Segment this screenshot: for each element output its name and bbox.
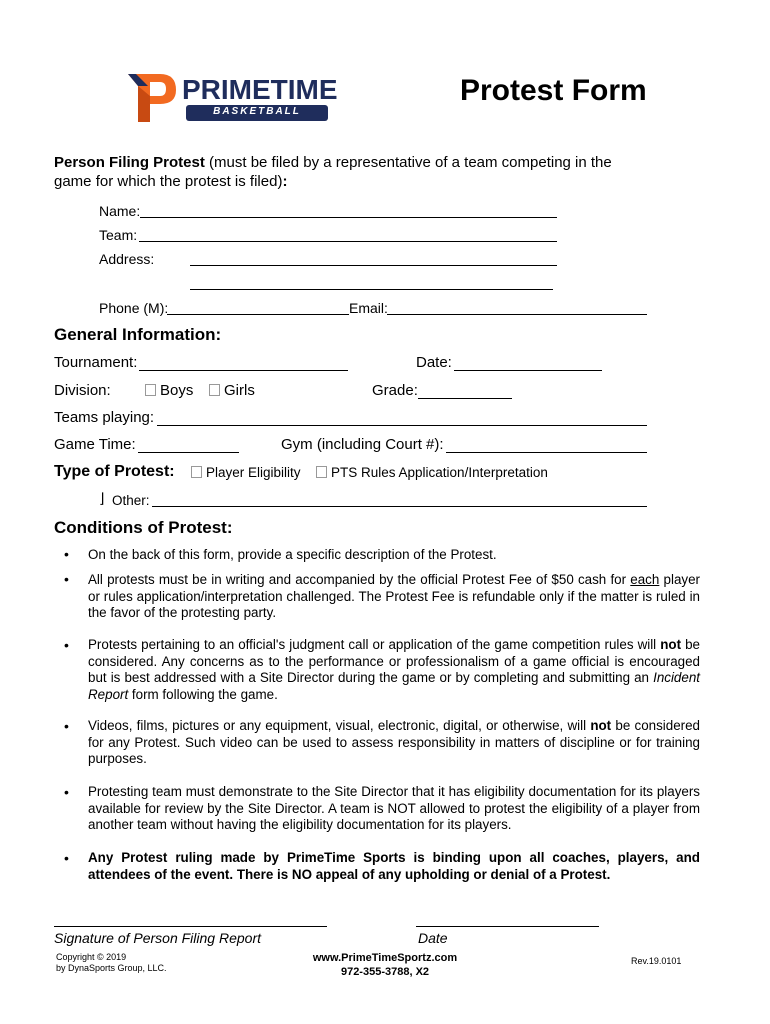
condition-3-c: be considered. Any concerns as to the performance or professionalism of a game official is encouraged but is best addressed with a Site Director during the game or by completing and submitting an [88, 637, 700, 685]
teams-field[interactable] [157, 425, 647, 426]
rules-checkbox[interactable] [316, 466, 327, 478]
filing-note-1: (must be filed by a representative of a team competing in the [204, 154, 612, 171]
condition-4-b: not [590, 718, 612, 733]
phone-label: Phone (M): [99, 300, 169, 316]
girls-label: Girls [224, 382, 255, 399]
condition-2-a: All protests must be in writing and accompanied by the official Protest Fee of $50 cash for [88, 572, 631, 587]
filing-heading: Person Filing Protest [54, 154, 205, 171]
filing-note-2: game for which the protest is filed) [54, 173, 283, 190]
player-eligibility-checkbox[interactable] [191, 466, 202, 478]
player-eligibility-option[interactable] [191, 465, 301, 480]
date-label: Date: [416, 354, 452, 371]
girls-checkbox[interactable] [209, 384, 220, 396]
general-heading: General Information: [54, 325, 222, 344]
filing-colon: : [282, 173, 288, 190]
condition-2-u: each [630, 572, 660, 587]
condition-3-b: not [660, 637, 682, 652]
bullet-icon: • [64, 850, 69, 866]
footer-contact [300, 951, 470, 979]
bullet-icon: • [64, 546, 69, 562]
type-colon: : [169, 463, 175, 480]
footer-phone: 972-355-3788, X2 [340, 966, 430, 978]
signature-label: Signature of Person Filing Report [54, 930, 261, 946]
other-label: Other: [112, 493, 150, 508]
footer-website: www.PrimeTimeSportz.com [312, 952, 458, 964]
rules-option[interactable] [316, 465, 548, 480]
type-heading-wrap [54, 463, 175, 481]
address-field-2[interactable] [190, 289, 553, 290]
condition-4-c: be considered for any Protest. Such video can be used to assess responsibility in matters of discipline or for training purposes. [88, 718, 701, 766]
teams-label: Teams playing: [54, 409, 155, 426]
page-title: Protest Form [460, 74, 647, 107]
name-label: Name: [99, 203, 141, 219]
condition-4 [88, 718, 700, 768]
grade-field[interactable] [418, 398, 512, 399]
team-label: Team: [99, 227, 138, 243]
condition-3-i: Incident Report [88, 670, 700, 702]
condition-3 [88, 637, 700, 703]
rules-label: PTS Rules Application/Interpretation [331, 465, 548, 480]
phone-field[interactable] [167, 314, 349, 315]
copyright [56, 952, 167, 974]
filing-intro [54, 153, 654, 191]
player-eligibility-label: Player Eligibility [206, 465, 301, 480]
revision: Rev.19.0101 [631, 956, 682, 966]
bullet-icon: • [64, 637, 69, 653]
email-label: Email: [349, 300, 388, 316]
tournament-field[interactable] [139, 370, 348, 371]
copyright-line-2: by DynaSports Group, LLC. [56, 963, 167, 973]
boys-label: Boys [160, 382, 194, 399]
name-field[interactable] [140, 217, 557, 218]
condition-4-a: Videos, films, pictures or any equipment, visual, electronic, digital, or otherwise, will [88, 718, 591, 733]
condition-5: Protesting team must demonstrate to the Site Director that it has eligibility documentation for its players available for review by the Site Director. A team is NOT allowed to protest the eligibility of a player from another team without having the eligibility documentation for its players. [88, 784, 700, 832]
type-heading: Type of Protest [54, 463, 170, 480]
boys-checkbox[interactable] [145, 384, 156, 396]
logo-brand-text: PRIMETIME [182, 74, 338, 105]
other-mark: ⌋ [99, 490, 105, 506]
bullet-icon: • [64, 718, 69, 734]
signature-date-field[interactable] [416, 926, 599, 927]
condition-3-a: Protests pertaining to an official's judgment call or application of the game competition rules will [88, 637, 661, 652]
gym-field[interactable] [446, 452, 647, 453]
girls-option[interactable] [209, 382, 255, 399]
gametime-label: Game Time: [54, 436, 136, 453]
conditions-heading: Conditions of Protest: [54, 518, 233, 537]
primetime-logo [126, 72, 338, 124]
signature-field[interactable] [54, 926, 327, 927]
boys-option[interactable] [145, 382, 193, 399]
condition-2 [88, 572, 700, 622]
bullet-icon: • [64, 784, 69, 800]
email-field[interactable] [387, 314, 647, 315]
address-label: Address: [99, 251, 155, 267]
condition-2-b: player or rules application/interpretation challenged. The Protest Fee is refundable only if the matter is ruled in the favor of the protesting party. [88, 572, 700, 620]
division-label: Division: [54, 382, 111, 399]
grade-label: Grade: [372, 382, 418, 399]
team-field[interactable] [139, 241, 557, 242]
signature-date-label: Date [418, 930, 448, 946]
copyright-line-1: Copyright © 2019 [56, 952, 127, 962]
date-field[interactable] [454, 370, 602, 371]
condition-6: Any Protest ruling made by PrimeTime Sports is binding upon all coaches, players, and attendees of the event. There is NO appeal of any upholding or denial of a Protest. [88, 850, 700, 882]
gametime-field[interactable] [138, 452, 239, 453]
other-field[interactable] [152, 506, 647, 507]
address-field-1[interactable] [190, 265, 557, 266]
tournament-label: Tournament: [54, 354, 138, 371]
condition-1: On the back of this form, provide a specific description of the Protest. [88, 547, 497, 562]
gym-label: Gym (including Court #): [281, 436, 444, 453]
condition-3-d: form following the game. [128, 686, 278, 702]
logo-sub-text: BASKETBALL [213, 106, 301, 117]
bullet-icon: • [64, 571, 69, 587]
